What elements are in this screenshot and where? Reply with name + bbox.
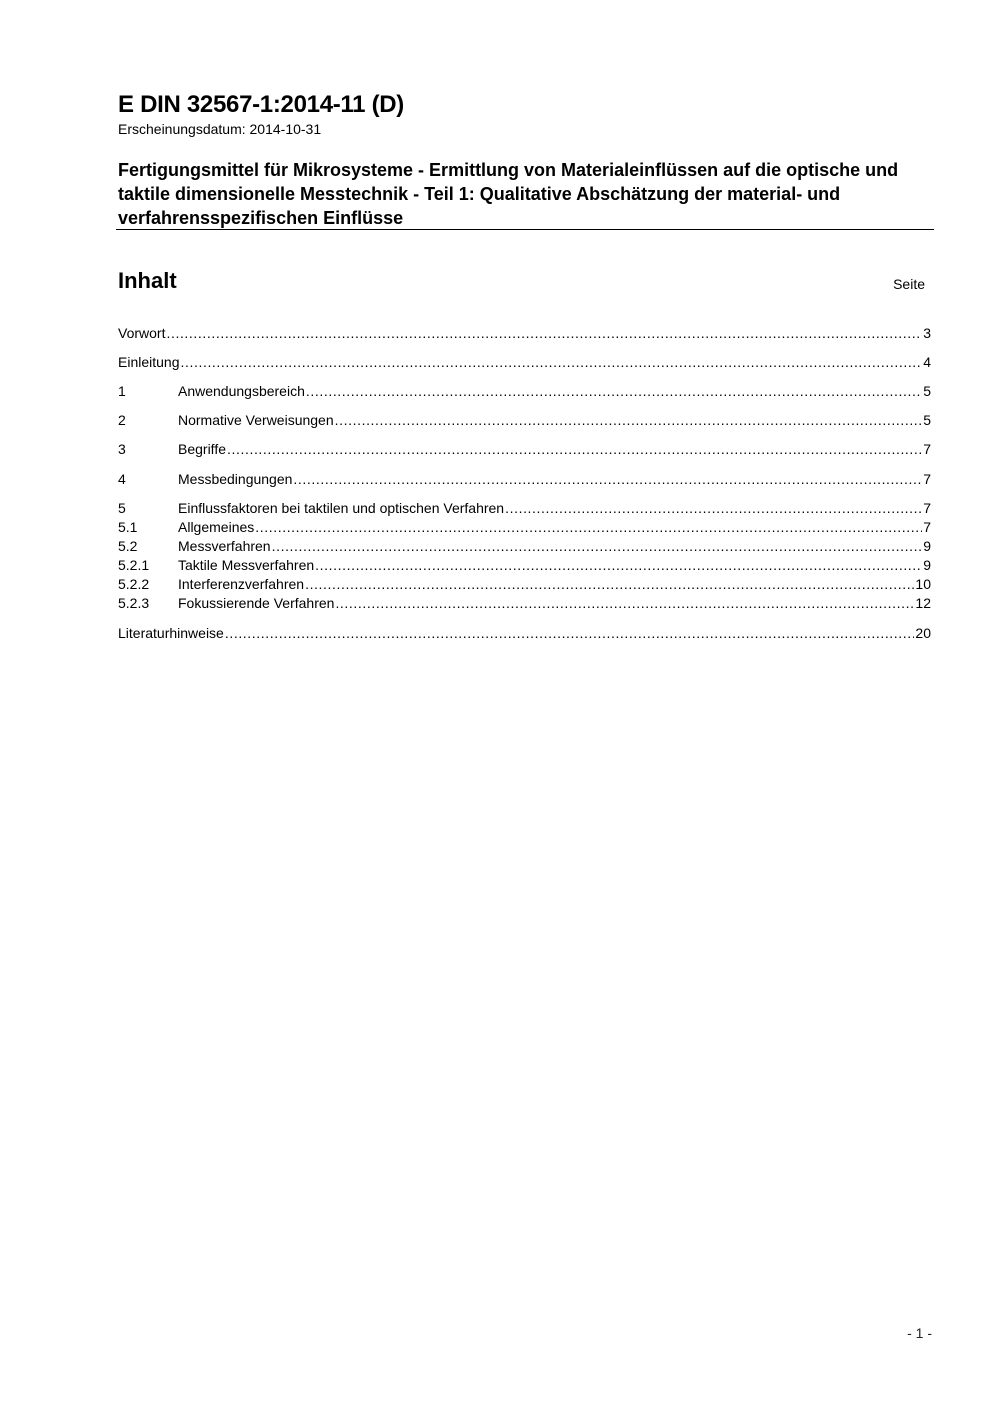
toc-entry-page: 7 [923,471,931,487]
toc-dot-leader [227,440,922,459]
toc-entry-page: 20 [915,625,931,641]
toc-entry-5-2[interactable] [118,537,931,556]
toc-dot-leader [181,353,923,372]
toc-entry-number: 5.1 [118,519,138,535]
toc-entry-einleitung[interactable] [118,353,931,372]
publication-date: Erscheinungsdatum: 2014-10-31 [118,121,322,137]
toc-dot-leader [255,518,922,537]
toc-entry-title: Begriffe [178,441,226,457]
toc-entry-page: 7 [923,441,931,457]
toc-entry-page: 7 [923,519,931,535]
toc-entry-number: 4 [118,471,126,487]
toc-dot-leader [166,324,922,343]
toc-entry-title: Literaturhinweise [118,625,224,641]
toc-entry-3[interactable] [118,440,931,459]
title-divider [116,229,934,230]
toc-entry-title: Messverfahren [178,538,271,554]
footer-page-number: - 1 - [907,1325,932,1341]
document-id: E DIN 32567-1:2014-11 (D) [118,91,404,118]
toc-entry-5-2-2[interactable] [118,575,931,594]
toc-entry-number: 5.2.3 [118,595,150,611]
toc-entry-page: 9 [923,557,931,573]
toc-entry-number: 3 [118,441,126,457]
toc-entry-5-1[interactable] [118,518,931,537]
toc-page-column-label: Seite [893,276,925,292]
toc-entry-title: Einflussfaktoren bei taktilen und optischen Verfahren [178,500,505,516]
toc-dot-leader [272,537,923,556]
toc-dot-leader [505,499,922,518]
toc-entry-number: 5.2 [118,538,138,554]
toc-entry-page: 10 [915,576,931,592]
toc-entry-title: Einleitung [118,354,180,370]
toc-entry-title: Vorwort [118,325,166,341]
toc-entry-5[interactable] [118,499,931,518]
toc-entry-page: 7 [923,500,931,516]
toc-entry-literaturhinweise[interactable] [118,624,931,643]
toc-dot-leader [305,575,914,594]
toc-entry-5-2-1[interactable] [118,556,931,575]
toc-entry-5-2-3[interactable] [118,594,931,613]
toc-entry-page: 12 [915,595,931,611]
toc-dot-leader [225,624,915,643]
toc-dot-leader [335,594,914,613]
toc-entry-2[interactable] [118,411,931,430]
toc-entry-title: Interferenzverfahren [178,576,305,592]
toc-entry-page: 3 [923,325,931,341]
toc-entry-title: Fokussierende Verfahren [178,595,335,611]
toc-entry-number: 5 [118,500,126,516]
toc-entry-4[interactable] [118,470,931,489]
toc-entry-number: 2 [118,412,126,428]
toc-heading: Inhalt [118,268,177,293]
toc-dot-leader [293,470,922,489]
toc-entry-1[interactable] [118,382,931,401]
toc-dot-leader [335,411,923,430]
toc-dot-leader [306,382,922,401]
toc-entry-page: 5 [923,412,931,428]
toc-entry-number: 5.2.1 [118,557,150,573]
toc-entry-page: 9 [923,538,931,554]
toc-entry-title: Anwendungsbereich [178,383,305,399]
toc-entry-page: 4 [923,354,931,370]
toc-entry-title: Messbedingungen [178,471,293,487]
toc-entry-title: Normative Verweisungen [178,412,334,428]
toc-dot-leader [315,556,922,575]
document-title: Fertigungsmittel für Mikrosysteme - Ermittlung von Materialeinflüssen auf die optische und taktile dimensionelle Messtechnik - Teil 1: Qualitative Abschätzung der material- und verfahrensspezifischen Einflüsse [118,160,899,228]
toc-entry-page: 5 [923,383,931,399]
toc-entry-vorwort[interactable] [118,324,931,343]
toc-entry-number: 5.2.2 [118,576,150,592]
toc-entry-number: 1 [118,383,126,399]
toc-entry-title: Taktile Messverfahren [178,557,315,573]
toc-entry-title: Allgemeines [178,519,255,535]
